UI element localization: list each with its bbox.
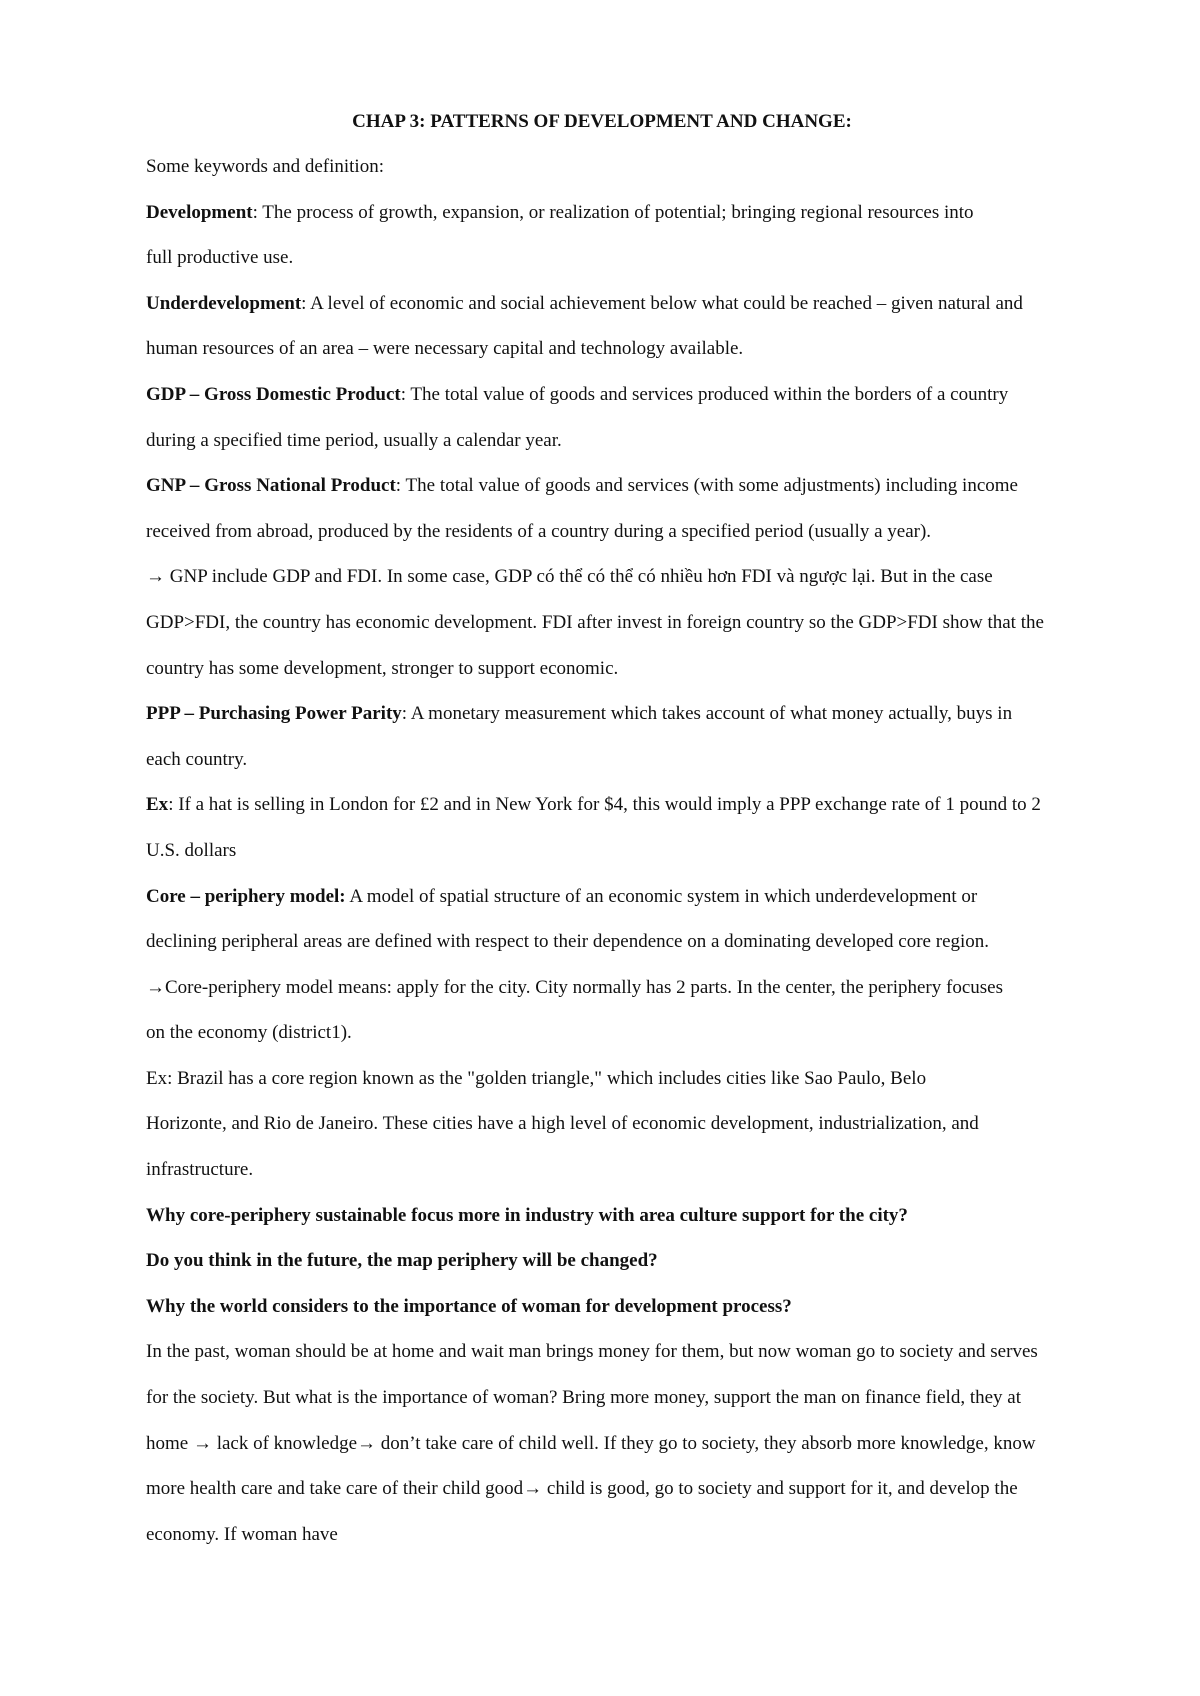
- intro-line: Some keywords and definition:: [146, 156, 384, 177]
- term-gdp: GDP – Gross Domestic Product: [146, 383, 401, 405]
- term-underdevelopment: Underdevelopment: [146, 292, 302, 314]
- core-periphery-note: →Core-periphery model means: apply for the city. City normally has 2 parts. In the center, the periphery focuses on the economy (district1).: [146, 976, 1003, 1044]
- question-1: Why core-periphery sustainable focus more in industry with area culture support for the city?: [146, 1204, 908, 1226]
- question-2: Do you think in the future, the map periphery will be changed?: [146, 1250, 658, 1272]
- definition-development: [146, 190, 976, 281]
- core-periphery-example: Ex: Brazil has a core region known as the "golden triangle," which includes cities like Sao Paulo, Belo Horizonte, and Rio de Janeiro. These cities have a high level of economic development, industrialization, and infrastructure.: [146, 1067, 979, 1181]
- woman-answer: In the past, woman should be at home and wait man brings money for them, but now woman go to society and serves for the society. But what is the importance of woman? Bring more money, support the man on finance field, they at home → lack of knowledge→ don’t take care of child well. If they go to society, they absorb more knowledge, know more health care and take care of their child good→ child is good, go to society and support for it, and develop the economy. If woman have: [146, 1341, 1038, 1545]
- definition-core-periphery-text: A model of spatial structure of an economic system in which underdevelopment or declining peripheral areas are defined with respect to their dependence on a dominating developed core region.: [146, 885, 990, 953]
- term-gnp: GNP – Gross National Product: [146, 475, 396, 497]
- ppp-example-label: Ex: [146, 794, 169, 816]
- definition-underdevelopment: [146, 281, 1026, 372]
- definition-ppp-text: : A monetary measurement which takes account of what money actually, buys in each country.: [146, 703, 1013, 770]
- definition-gdp: [146, 372, 1046, 463]
- ppp-example-text: : If a hat is selling in London for £2 and in New York for $4, this would imply a PPP exchange rate of 1 pound to 2 U.S. dollars: [146, 794, 1041, 861]
- term-development: Development: [146, 201, 253, 223]
- term-ppp: PPP – Purchasing Power Parity: [146, 703, 402, 725]
- definition-gnp-text: : The total value of goods and services (with some adjustments) including income received from abroad, produced by the residents of a country during a specified period (usually a year).: [146, 475, 1018, 542]
- gnp-note: → GNP include GDP and FDI. In some case, GDP có thể có thể có nhiều hơn FDI và ngược lại. But in the case GDP>FDI, the country has economic development. FDI after invest in foreign country so the GDP>FDI show that the country has some development, stronger to support economic.: [146, 566, 1044, 679]
- document-body: [146, 104, 1058, 1557]
- definition-ppp: [146, 691, 1026, 782]
- term-core-periphery: Core – periphery model:: [146, 885, 346, 907]
- definition-underdevelopment-text: : A level of economic and social achievement below what could be reached – given natural and human resources of an area – were necessary capital and technology available.: [146, 292, 1023, 360]
- definition-development-text: : The process of growth, expansion, or realization of potential; bringing regional resources into full productive use.: [146, 201, 974, 269]
- question-3: Why the world considers to the importance of woman for development process?: [146, 1295, 792, 1317]
- definition-gdp-text: : The total value of goods and services produced within the borders of a country during a specified time period, usually a calendar year.: [146, 383, 1009, 451]
- definition-gnp: [146, 463, 1018, 554]
- definition-core-periphery: [146, 874, 1026, 965]
- page-title: CHAP 3: PATTERNS OF DEVELOPMENT AND CHANGE:: [352, 111, 852, 132]
- ppp-example: [146, 782, 1058, 873]
